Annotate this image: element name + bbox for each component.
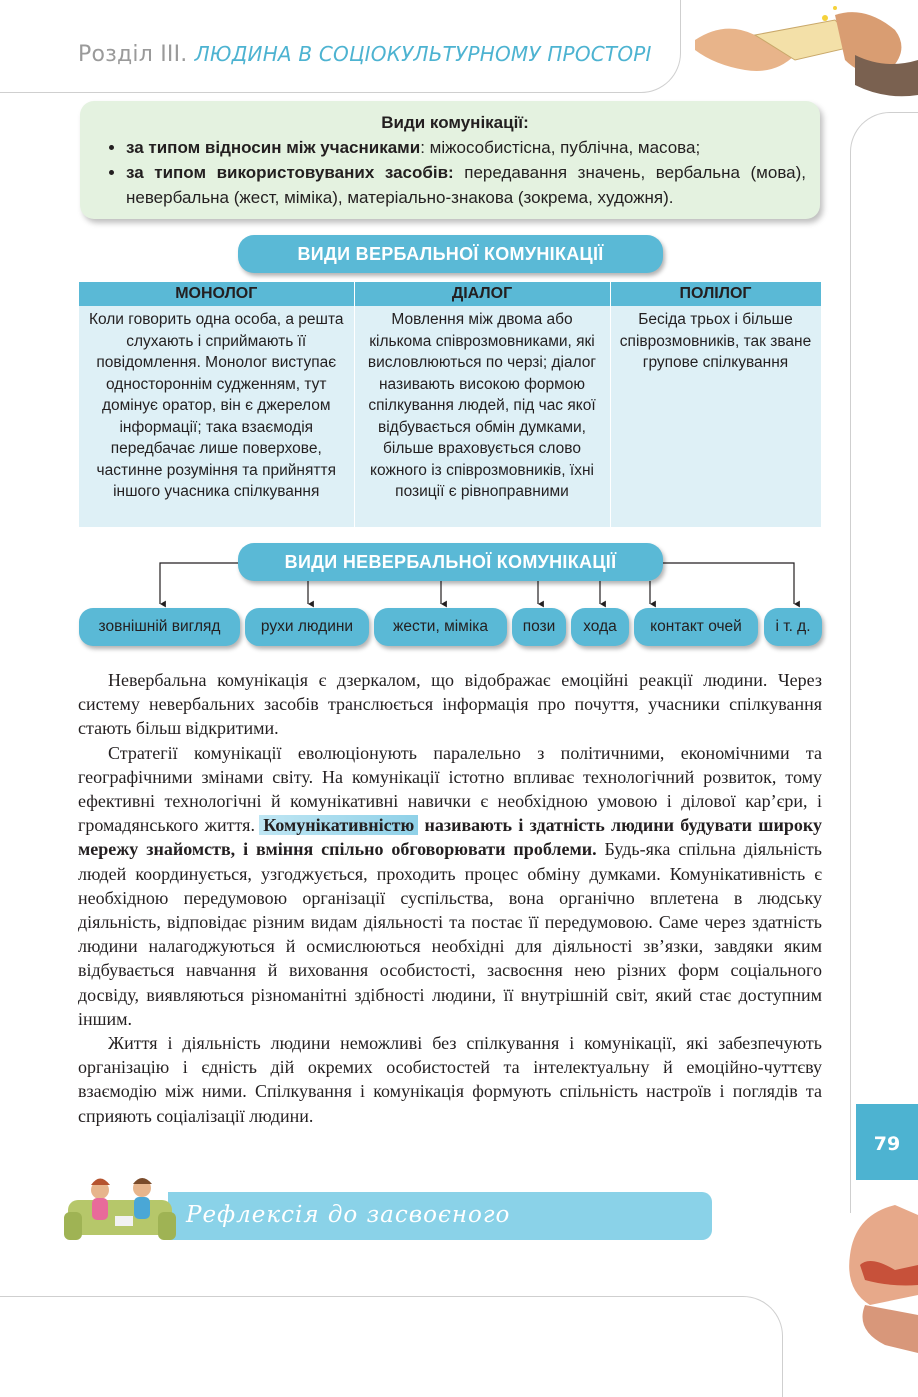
- types-box-title: Види комунікації:: [381, 113, 529, 132]
- hands-illustration-icon: [835, 1195, 918, 1360]
- definition-text: називають і здатність людини будувати широку мережу знайомств, і вміння спільно обговорювати проблеми.: [78, 815, 823, 860]
- cell-polylogue: Бесіда трьох і більше співрозмовників, так зване групове спілкування: [610, 306, 821, 527]
- paragraph-text: Будь-яка спільна діяльність людей координується, узгоджується, проходить процес обміну думками. Комунікативність є необхідною передумовою організації суспільства, вона органічно вплетена в людську діяльність, відповідає різним видам діяльності та постає її передумовою. Саме через здатність людини налагоджуються й осмислюються необхідні для діяльності зв’язки, завдяки яким відбувається навчання й виховання особистості, засвоєння нею різних форм соціального досвіду, виявляються різноманітні здібності людини, її внутрішній світ, який стає доступним іншим.: [78, 839, 823, 1029]
- column-header-dialogue: ДІАЛОГ: [354, 282, 610, 306]
- sofa-people-illustration-icon: [60, 1170, 180, 1250]
- nonverbal-chip-poses: пози: [512, 608, 566, 646]
- nonverbal-chip-movements: рухи людини: [245, 608, 369, 646]
- cell-monologue: Коли говорить одна особа, а решта слухають і сприймають її повідомлення. Монолог виступає одностороннім судженням, тут домінує оратор, він є джерелом інформації; така взаємодія передбачає лише поверхове, частинне розуміння та прийняття іншого учасника спілкування: [79, 306, 354, 527]
- column-header-monologue: МОНОЛОГ: [79, 282, 354, 306]
- page-number: 79: [856, 1104, 918, 1180]
- types-item-text: передавання значень, вербальна (мова), невербальна (жест, міміка), матеріально-знакова (зокрема, художня).: [126, 163, 807, 207]
- verbal-heading-pill: ВИДИ ВЕРБАЛЬНОЇ КОМУНІКАЦІЇ: [238, 235, 663, 273]
- section-title: ЛЮДИНА В СОЦІОКУЛЬТУРНОМУ ПРОСТОРІ: [194, 42, 652, 66]
- types-item-term: за типом використовуваних засобів:: [126, 163, 454, 182]
- paragraph-text: Стратегії комунікації еволюціонують паралельно з політичними, економічними та географічними змінами світу. На комунікації істотно впливає технологічний розвиток, тому ефективні технологічні й комунікативні навички є необхідною умовою і ділової кар’єри, і громадянського життя.: [78, 742, 822, 836]
- section-label: Розділ III.: [78, 42, 188, 67]
- cell-dialogue: Мовлення між двома або кількома співрозмовниками, які висловлюються по черзі; діалог називають високою формою спілкування людей, під час якої відбувається обмін думками, більше враховується слово кожного із співрозмовників, їхні позиції є рівноправними: [354, 306, 610, 527]
- nonverbal-connector-lines: [0, 0, 918, 620]
- nonverbal-chip-gait: хода: [571, 608, 629, 646]
- nonverbal-heading-pill: ВИДИ НЕВЕРБАЛЬНОЇ КОМУНІКАЦІЇ: [238, 543, 663, 581]
- paragraph: Життя і діяльність людини неможливі без спілкування і комунікації, які забезпечують організацію і єдність дій окремих особистостей та інтелектуальну й емоційно-чуттєву взаємодію між ними. Спілкування і комунікація формують спільність настроїв і поглядів та сприяють соціалізації людини.: [78, 1033, 822, 1126]
- types-item-term: за типом відносин між учасниками: [126, 138, 421, 157]
- types-item-text: : міжособистісна, публічна, масова;: [420, 138, 701, 157]
- column-header-polylogue: ПОЛІЛОГ: [610, 282, 821, 306]
- nonverbal-chip-etc: і т. д.: [764, 608, 822, 646]
- nonverbal-chip-eye-contact: контакт очей: [634, 608, 758, 646]
- bottom-decoration-line: [0, 1296, 783, 1397]
- reflexion-title: Рефлексія до засвоєного: [186, 1202, 511, 1228]
- highlighted-term: Комунікативністю: [259, 815, 418, 835]
- paragraph: Невербальна комунікація є дзеркалом, що відображає емоційні реакції людини. Через систему невербальних засобів транслюється інформація про почуття, учасники спілкування стають більш відкритими.: [78, 670, 822, 739]
- nonverbal-chip-gestures: жести, міміка: [374, 608, 507, 646]
- nonverbal-chip-appearance: зовнішній вигляд: [79, 608, 240, 646]
- body-text: [78, 668, 822, 1128]
- paragraph: [78, 741, 822, 1031]
